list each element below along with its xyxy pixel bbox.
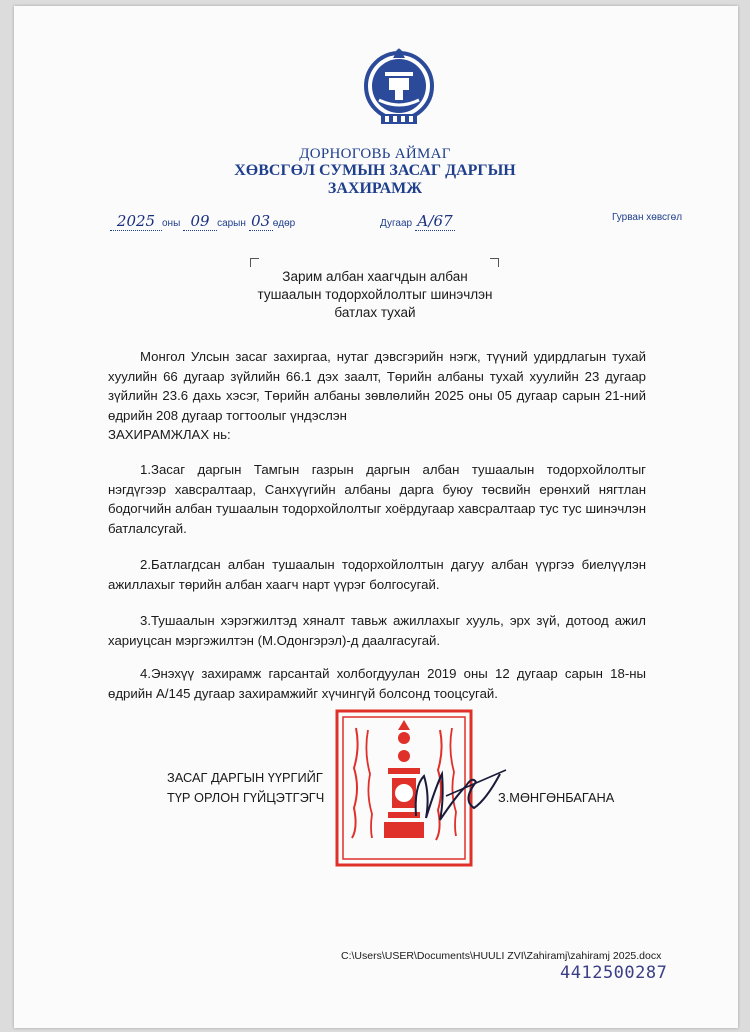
date-month-suffix: сарын	[217, 218, 246, 229]
signatory-title-line2: ТҮР ОРЛОН ГҮЙЦЭТГЭГЧ	[167, 790, 325, 805]
date-line	[110, 212, 295, 231]
corner-mark	[490, 258, 499, 267]
document-type: ЗАХИРАМЖ	[327, 180, 423, 197]
signatory-title-line1: ЗАСАГ ДАРГЫН ҮҮРГИЙГ	[167, 770, 323, 785]
order-item-3	[108, 611, 646, 650]
preamble-text: Монгол Улсын засаг захиргаа, нутаг дэвсгэрийн нэгж, түүний удирдлагын тухай хуулийн 66 дугаар зүйлийн 66.1 дэх заалт, Төрийн албаны тухай хуулийн 23 дугаар зүйлийн 23.6 дахь хэсэг, Төрийн албаны зөвлөлийн 2025 оны 05 дугаар сарын 21-ний өдрийн 208 дугаар тогтоолыг үндэслэн	[108, 349, 646, 423]
file-path: C:\Users\USER\Documents\HUULI ZVI\Zahiramj\zahiramj 2025.docx	[341, 950, 662, 962]
order-item-text: 1.Засаг даргын Тамгын газрын даргын албан тушаалын тодорхойлолтыг нэгдүгээр хавсралтаар, Санхүүгийн албаны дарга буюу төсвийн ерөнхий нягтлан бодогчийн албан тушаалын тодорхойлолтыг хоёрдугаар хавсралтаар тус тус шинэчлэн батлалсугай.	[108, 462, 646, 536]
place-name: Гурван хөвсгөл	[612, 212, 683, 223]
order-item-text: 4.Энэхүү захирамж гарсантай холбогдуулан 2019 оны 12 дугаар сарын 18-ны өдрийн А/145 дугаар захирамжийг хүчингүй болсонд тооцсугай.	[108, 666, 646, 701]
document-number: А/67	[415, 212, 455, 231]
order-item-4	[108, 664, 646, 703]
title-line: батлах тухай	[334, 305, 416, 320]
date-day: 03	[249, 212, 273, 231]
date-year: 2025	[110, 212, 162, 231]
order-item-text: 3.Тушаалын хэрэгжилтэд хяналт тавьж ажиллахыг хууль, эрх зүй, дотоод ажил хариуцсан мэргэжилтэн (М.Одонгэрэл)-д даалгасугай.	[108, 613, 646, 648]
date-year-suffix: оны	[162, 218, 181, 229]
date-month: 09	[183, 212, 217, 231]
issuer-name: ХӨВСГӨЛ СУМЫН ЗАСАГ ДАРГЫН	[234, 162, 516, 179]
corner-mark	[250, 258, 259, 267]
province-name: ДОРНОГОВЬ АЙМАГ	[299, 146, 451, 162]
state-emblem-icon	[361, 44, 437, 132]
number-line	[380, 212, 455, 231]
title-line: Зарим албан хаагчдын албан	[282, 269, 468, 284]
signatory-name: З.МӨНГӨНБАГАНА	[498, 790, 615, 805]
order-item-2	[108, 555, 646, 594]
order-item-1	[108, 460, 646, 538]
number-label: Дугаар	[380, 218, 413, 229]
registration-number: 4412500287	[560, 963, 668, 983]
document-title	[0, 268, 750, 322]
preamble-paragraph	[108, 347, 646, 445]
title-line: тушаалын тодорхойлолтыг шинэчлэн	[257, 287, 493, 302]
date-day-suffix: өдөр	[272, 218, 296, 229]
order-item-text: 2.Батлагдсан албан тушаалын тодорхойлолтын дагуу албан үүргээ биелүүлэн ажиллахыг төрийн албан хаагч нарт үүрэг болгосугай.	[108, 557, 646, 592]
order-word: ЗАХИРАМЖЛАХ нь:	[108, 427, 231, 443]
